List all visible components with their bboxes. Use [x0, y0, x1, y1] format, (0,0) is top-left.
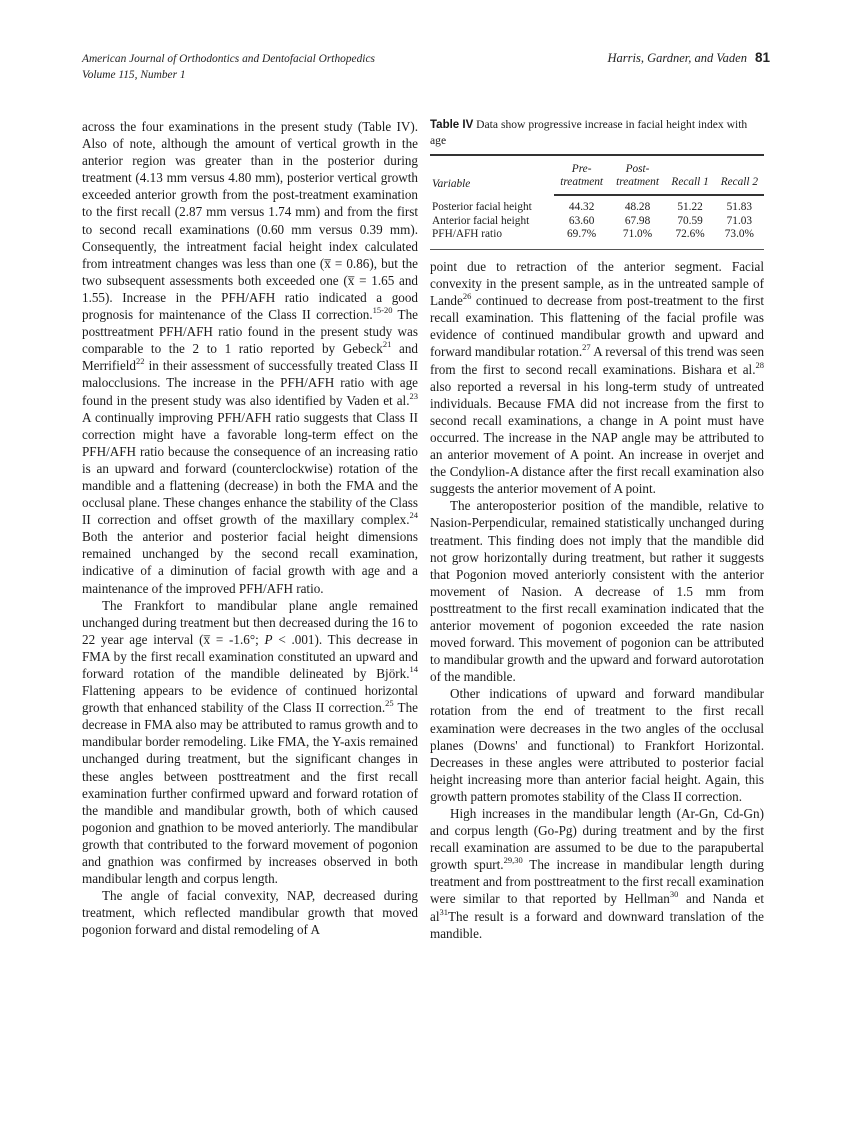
paragraph: The anteroposterior position of the mandible, relative to Nasion-Perpendicular, remained statistically unchanged during treatment. This finding does not imply that the mandible did not grow horizontally during treatment, but rather it suggests that Pogonion moved anteriorly consistent with the anterior movement of Nasion. A decrease of 1.5 mm from posttreatment to the first recall examination indicated that the anterior movement of pogonion exceeded the rate nasion moved forward. This movement of pogonion can be attributed to mandibular growth and the upward and forward autorotation of the mandible. [430, 498, 764, 685]
p-value-symbol: P [264, 631, 273, 647]
text: Flattening appears to be evidence of continued horizontal growth that enhanced stability of the Class II correction. [82, 683, 418, 716]
text: A continually improving PFH/AFH ratio suggests that Class II correction might have a favorable long-term effect on the PFH/AFH ratio because the consequence of an increasing ratio is an upward and forward (counterclockwise) rotation of the mandible and a flattening (decrease) in both the FMA and the occlusal plane. These changes enhance the stability of the Class II correction and offset growth of the maxillary complex. [82, 409, 418, 528]
cell: 44.32 [568, 201, 595, 213]
text: Both the anterior and posterior facial height dimensions remained unchanged by the second recall examination, indicative of a diminution of facial growth with age and a maintenance of the improved PFH/AFH ratio. [82, 529, 418, 596]
citation: 21 [382, 339, 392, 350]
citation: 15-20 [372, 305, 393, 316]
column-header: Variable [430, 155, 554, 195]
paragraph [82, 118, 418, 597]
cell: 67.98 [624, 214, 651, 227]
citation: 25 [385, 698, 394, 709]
cell: 51.83 [726, 201, 753, 213]
paragraph [82, 597, 418, 888]
text: The decrease in FMA also may be attributed to ramus growth and to mandibular border remodeling. Like FMA, the Y-axis remained unchanged during treatment, but the significant changes in these angles between posttreatment and the first recall examination further confirmed upward and forward rotation of the mandible and mandibular growth, both of which caused pogonion and gnathion to be moved anteriorly. The mandibular growth that contributed to the forward movement of pogonion and gnathion was confirmed by increases observed in both mandibular length and corpus length. [82, 700, 418, 887]
text: also reported a reversal in his long-term study of untreated individuals. Because FMA did not increase from the first to second recall examinations, a change in A point must have occurred. The increase in the NAP angle may be attributed to an anterior movement of A point. An increase in overjet and the Condylion-A distance after the first recall examination also suggests the anterior movement of A point. [430, 378, 764, 497]
text: point due to retraction of the anterior segment. Facial convexity in the present sample, as in the untreated sample of Lande [430, 259, 764, 309]
cell: 70.59 [677, 214, 703, 227]
cell: 63.60 [568, 214, 595, 227]
cell: 72.6% [665, 228, 714, 249]
table-row [430, 228, 764, 249]
citation: 14 [409, 664, 418, 674]
column-header: treatment [610, 176, 666, 195]
table-caption [430, 117, 764, 148]
column-header: Pre- [554, 155, 610, 176]
row-label: Posterior facial height [432, 200, 532, 213]
right-column [430, 258, 764, 942]
left-column [82, 118, 418, 939]
text: High increases in the mandibular length (Ar-Gn, Cd-Gn) and corpus length (Go-Pg) during treatment and by the first recall examination are assumed to be due to the parapubertal growth spurt. [430, 806, 764, 873]
table-row [430, 195, 764, 215]
citation: 26 [462, 291, 472, 302]
column-header: Post- [610, 155, 666, 176]
paragraph [430, 805, 764, 942]
column-header [665, 155, 714, 176]
page-number: 81 [754, 50, 770, 65]
paragraph: The angle of facial convexity, NAP, decreased during treatment, which reflected mandibular growth that moved pogonion forward and distal remodeling of A [82, 888, 418, 938]
journal-volume: Volume 115, Number 1 [82, 69, 186, 81]
table-row [430, 215, 764, 229]
cell: 48.28 [624, 201, 651, 213]
citation: 28 [755, 359, 764, 370]
text: The result is a forward and downward translation of the mandible. [430, 908, 764, 941]
text: continued to decrease from post-treatment to the first recall examination. This flattening of the facial profile was evidence of continued mandibular growth and upward and forward mandibular rotation. [430, 293, 764, 360]
text: The Frankfort to mandibular plane angle remained unchanged during treatment but then decreased during the 16 to 22 year age interval (x̅ = -1.6°; [82, 597, 418, 647]
text: The posttreatment PFH/AFH ratio found in the present study was comparable to the 2 to 1 ratio reported by Gebeck [82, 307, 418, 357]
row-label: Anterior facial height [432, 214, 530, 227]
text: across the four examinations in the present study (Table IV). Also of note, although the amount of vertical growth in the anterior region was greater than in the posterior during treatment (4.13 mm versus 4.80 mm), posterior vertical growth exceeded anterior growth from the post-treatment examination to the first recall (2.87 mm versus 1.74 mm) and from the first to second recall examinations (0.60 mm versus 0.39 mm). Consequently, the intreatment facial height index calculated from intreatment changes was less than one (x̅ = 0.86), but the two subsequent assessments both exceeded one (x̅ = 1.65 and 1.55). Increase in the PFH/AFH ratio indicated a good prognosis for maintenance of the Class II correction. [82, 119, 418, 323]
cell: 73.0% [715, 228, 764, 249]
cell: 71.0% [610, 228, 666, 249]
cell: 69.7% [554, 228, 610, 249]
cell: 71.03 [726, 214, 753, 227]
paragraph: Other indications of upward and forward mandibular rotation from the end of treatment to the first recall examination were decreases in the two angles of the occlusal planes (Downs' and functional) to Frankfort Horizontal. Decreases in these angles were attributed to posterior facial height increasing more than anterior facial height. Again, this growth pattern promotes stability of the Class II correction. [430, 686, 764, 804]
column-header: Recall 1 [665, 176, 714, 195]
text: and Nanda et al [430, 891, 764, 924]
cell: 51.22 [677, 201, 703, 213]
authors: Harris, Gardner, and Vaden [607, 51, 747, 65]
text: < .001). This decrease in FMA by the first recall examination constituted an upward and forward rotation of the mandible delineated by Björk. [82, 631, 419, 681]
caption-text: Data show progressive increase in facial height index with age [430, 118, 748, 147]
data-table [430, 154, 764, 250]
table-iv [430, 117, 764, 250]
citation: 31 [439, 906, 448, 917]
text: The increase in mandibular length during treatment and from posttreatment to the first recall examination were similar to that reported by Hellman [430, 857, 764, 907]
citation: 27 [582, 342, 591, 353]
text: in their assessment of successfully treated Class II malocclusions. The increase in the PFH/AFH ratio with age found in the present study was also identified by Vaden et al. [82, 358, 418, 408]
text: and Merrifield [82, 341, 418, 374]
column-header: Recall 2 [715, 176, 764, 195]
column-header: treatment [554, 176, 610, 195]
text: A reversal of this trend was seen from the first to second recall examinations. Bishara et al. [430, 344, 765, 377]
citation: 22 [136, 356, 145, 367]
table-label: Table IV [430, 119, 474, 131]
citation: 30 [669, 889, 679, 900]
running-header-right [607, 50, 770, 66]
paragraph [430, 258, 764, 497]
citation: 23 [409, 390, 418, 401]
row-label: PFH/AFH ratio [430, 228, 554, 249]
column-header [715, 155, 764, 176]
citation: 29,30 [503, 855, 523, 866]
citation: 24 [409, 510, 418, 521]
running-header-left [82, 51, 375, 83]
journal-title: American Journal of Orthodontics and Dentofacial Orthopedics [82, 53, 375, 65]
